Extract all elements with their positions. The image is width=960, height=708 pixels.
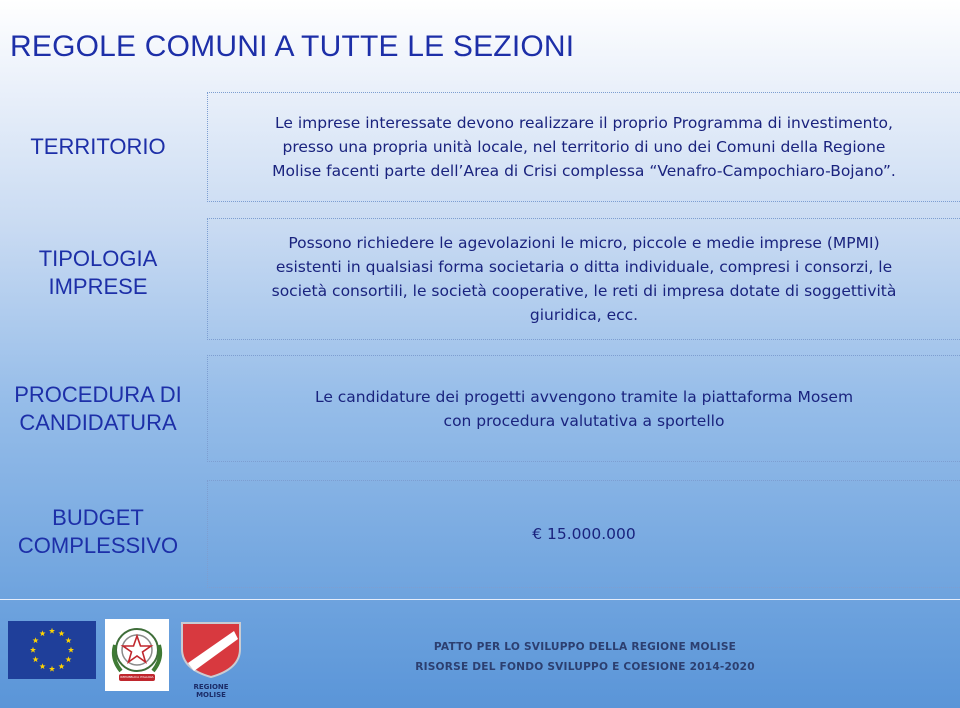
italian-republic-emblem xyxy=(105,619,169,691)
molise-logo-text: REGIONE MOLISE xyxy=(193,683,229,699)
section-procedura-candidatura xyxy=(0,355,960,462)
section-text-box: Le imprese interessate devono realizzare il proprio Programma di investimento, presso una propria unità locale, nel territorio di uno dei Comuni della Regione Molise facenti parte dell’Area di Crisi complessa “Venafro-Campochiaro-Bojano”. xyxy=(207,92,960,202)
section-text-box: € 15.000.000 xyxy=(207,480,960,588)
section-budget-complessivo xyxy=(0,480,960,588)
molise-shield-icon xyxy=(178,619,244,679)
section-tipologia-imprese xyxy=(0,218,960,340)
eu-star xyxy=(68,647,74,653)
regione-molise-logo xyxy=(178,619,244,699)
eu-star xyxy=(30,647,36,653)
eu-star xyxy=(49,666,55,672)
eu-stars-icon xyxy=(8,621,96,679)
section-label: BUDGET COMPLESSIVO xyxy=(17,505,179,558)
eu-star xyxy=(39,630,45,636)
eu-star xyxy=(65,656,71,662)
section-text-box: Le candidature dei progetti avvengono tramite la piattaforma Mosem con procedura valutativa a sportello xyxy=(207,355,960,462)
footer-line-2: RISORSE DEL FONDO SVILUPPO E COESIONE 2014-2020 xyxy=(415,661,755,673)
eu-star xyxy=(39,663,45,669)
eu-star xyxy=(58,630,64,636)
eu-star xyxy=(33,656,39,662)
section-label: PROCEDURA DI CANDIDATURA xyxy=(14,381,182,435)
footer-divider xyxy=(0,599,960,600)
emblem-ribbon-text: REPUBBLICA ITALIANA xyxy=(120,675,154,679)
section-label: TERRITORIO xyxy=(30,134,166,159)
page-title: REGOLE COMUNI A TUTTE LE SEZIONI xyxy=(10,30,575,63)
eu-flag-logo xyxy=(8,621,96,679)
eu-star xyxy=(49,628,55,634)
section-territorio xyxy=(0,92,960,202)
section-label: TIPOLOGIA IMPRESE xyxy=(38,246,158,299)
eu-star xyxy=(33,637,39,643)
section-text-box: Possono richiedere le agevolazioni le micro, piccole e medie imprese (MPMI) esistenti in qualsiasi forma societaria o ditta individuale, compresi i consorzi, le società consortili, le società cooperative, le reti di impresa dotate di soggettività giuridica, ecc. xyxy=(207,218,960,340)
footer-line-1: PATTO PER LO SVILUPPO DELLA REGIONE MOLISE xyxy=(433,641,737,653)
eu-star xyxy=(65,637,71,643)
eu-star xyxy=(58,663,64,669)
